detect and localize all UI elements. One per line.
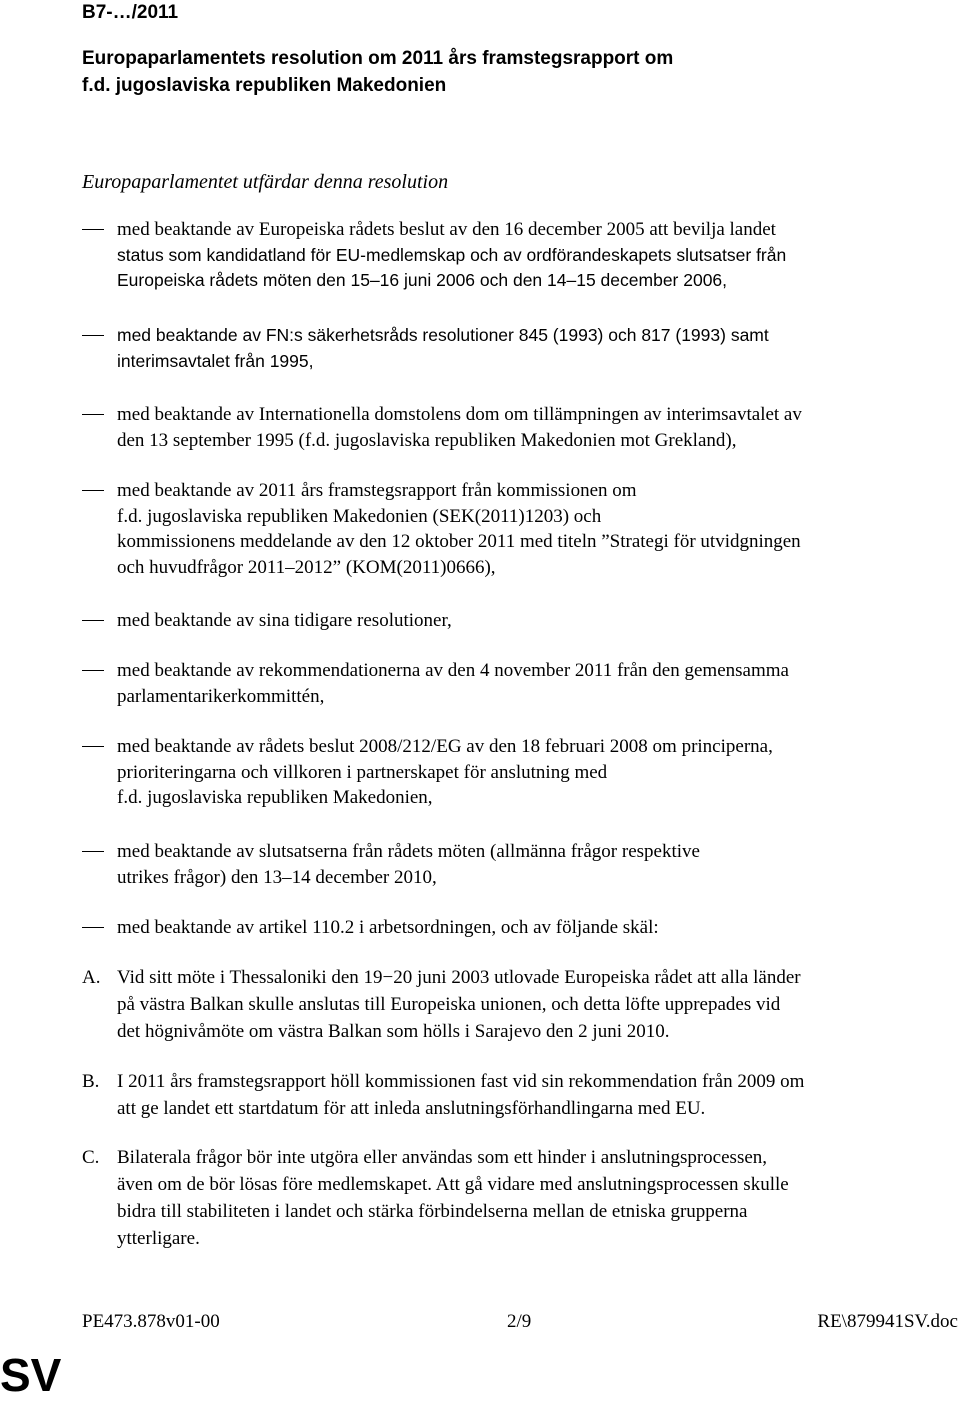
dash-marker (82, 490, 104, 491)
text-line: och huvudfrågor 2011–2012” (KOM(2011)0666), (117, 556, 496, 578)
dash-marker (82, 414, 104, 415)
recital-letter: C. (82, 1147, 100, 1168)
footer-filename: RE\879941SV.doc (817, 1311, 958, 1332)
text-line: Bilaterala frågor bör inte utgöra eller användas som ett hinder i anslutningsprocessen, (117, 1147, 768, 1168)
text-line: kommissionens meddelande av den 12 oktober 2011 med titeln ”Strategi för utvidgningen (117, 531, 801, 552)
citation-text (117, 915, 960, 941)
language-code: SV (0, 1349, 62, 1401)
text-line: Vid sitt möte i Thessaloniki den 19−20 juni 2003 utlovade Europeiska rådet att alla länder (117, 967, 801, 988)
text-line: I 2011 års framstegsrapport höll kommissionen fast vid sin rekommendation från 2009 om (117, 1071, 805, 1092)
text-line: interimsavtalet från 1995, (117, 350, 314, 371)
dash-marker (82, 746, 104, 747)
text-line: på västra Balkan skulle anslutas till Europeiska unionen, och detta löfte upprepades vid (117, 994, 781, 1015)
page-number: 2/9 (507, 1311, 532, 1332)
citation-text (117, 478, 960, 580)
text-line: parlamentarikerkommittén, (117, 685, 325, 707)
text-line: med beaktande av Europeiska rådets beslut av den 16 december 2005 att bevilja landet (117, 219, 776, 240)
text-line: med beaktande av sina tidigare resolutioner, (117, 610, 452, 631)
text-line: med beaktande av slutsatserna från rådets möten (allmänna frågor respektive (117, 841, 700, 862)
text-line: det högnivåmöte om västra Balkan som hölls i Sarajevo den 2 juni 2010. (117, 1021, 670, 1042)
recital-text (117, 1144, 960, 1252)
document-code: B7-…/2011 (82, 2, 179, 23)
text-line: med beaktande av FN:s säkerhetsråds resolutioner 845 (1993) och 817 (1993) samt (117, 325, 769, 345)
citation-text (117, 217, 960, 294)
recital-letter: B. (82, 1071, 100, 1092)
text-line: med beaktande av 2011 års framstegsrapport från kommissionen om (117, 480, 637, 501)
text-line: f.d. jugoslaviska republiken Makedonien, (117, 787, 433, 808)
text-line: den 13 september 1995 (f.d. jugoslaviska republiken Makedonien mot Grekland), (117, 429, 737, 451)
footer-reference: PE473.878v01-00 (82, 1311, 220, 1332)
title-line: f.d. jugoslaviska republiken Makedonien (82, 75, 447, 96)
text-line: med beaktande av Internationella domstolens dom om tillämpningen av interimsavtalet av (117, 404, 802, 425)
citation-text (117, 608, 960, 634)
text-line: status som kandidatland för EU-medlemskap och av ordförandeskapets slutsatser från (117, 244, 787, 265)
recital-letter: A. (82, 967, 101, 988)
citation-text (117, 839, 960, 890)
citation-text (117, 323, 960, 374)
text-line: Europeiska rådets möten den 15–16 juni 2006 och den 14–15 december 2006, (117, 270, 728, 290)
recital-text (117, 964, 960, 1045)
dash-marker (82, 620, 104, 621)
citation-text (117, 658, 960, 709)
citation-text (117, 402, 960, 453)
citation-text (117, 734, 960, 811)
document-title (82, 45, 802, 99)
text-line: f.d. jugoslaviska republiken Makedonien (SEK(2011)1203) och (117, 505, 602, 527)
dash-marker (82, 851, 104, 852)
page-footer (82, 1311, 960, 1337)
dash-marker (82, 927, 104, 928)
intro-statement: Europaparlamentet utfärdar denna resolution (82, 171, 449, 193)
text-line: med beaktande av rekommendationerna av den 4 november 2011 från den gemensamma (117, 660, 789, 681)
text-line: med beaktande av rådets beslut 2008/212/EG av den 18 februari 2008 om principerna, (117, 736, 773, 757)
dash-marker (82, 335, 104, 336)
text-line: bidra till stabiliteten i landet och stärka förbindelserna mellan de etniska grupperna (117, 1201, 748, 1222)
dash-marker (82, 229, 104, 230)
text-line: prioriteringarna och villkoren i partnerskapet för anslutning med (117, 761, 608, 783)
text-line: ytterligare. (117, 1228, 200, 1249)
text-line: med beaktande av artikel 110.2 i arbetsordningen, och av följande skäl: (117, 917, 659, 938)
title-line: Europaparlamentets resolution om 2011 års framstegsrapport om (82, 48, 674, 69)
recital-text (117, 1068, 960, 1122)
dash-marker (82, 670, 104, 671)
text-line: utrikes frågor) den 13–14 december 2010, (117, 866, 437, 888)
text-line: även om de bör lösas före medlemskapet. Att gå vidare med anslutningsprocessen skulle (117, 1174, 789, 1195)
text-line: att ge landet ett startdatum för att inleda anslutningsförhandlingarna med EU. (117, 1098, 706, 1119)
